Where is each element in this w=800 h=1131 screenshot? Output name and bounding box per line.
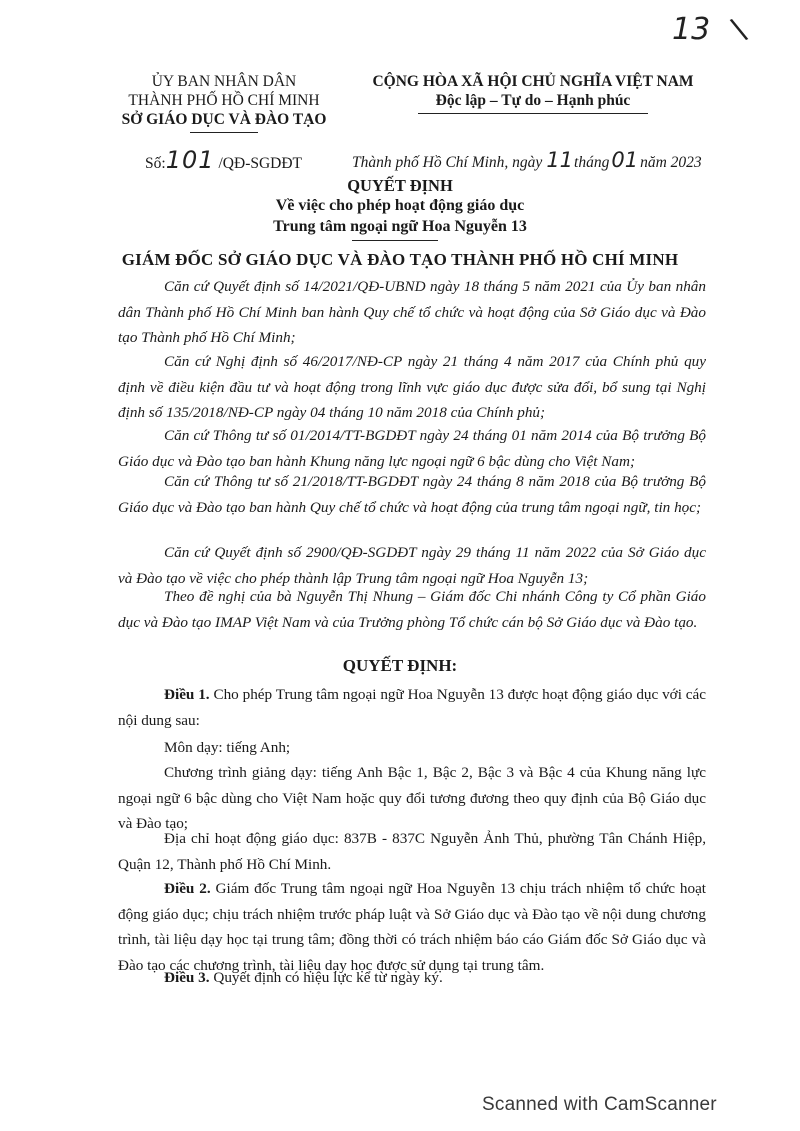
preamble-1: Căn cứ Quyết định số 14/2021/QĐ-UBND ngày 18 tháng 5 năm 2021 của Ủy ban nhân dân Thành phố Hồ Chí Minh ban hành Quy chế tổ chức và hoạt động của Sở Giáo dục và Đào tạo Thành phố Hồ Chí Minh; [118,278,706,346]
article-3: Điều 3. Quyết định có hiệu lực kể từ ngày ký. [164,969,443,986]
issue-date: Thành phố Hồ Chí Minh, ngày 11tháng01 năm 2023 [352,148,702,172]
article-1-subject: Môn dạy: tiếng Anh; [164,739,291,756]
article-1-program: Chương trình giảng dạy: tiếng Anh Bậc 1, Bậc 2, Bậc 3 và Bậc 4 của Khung năng lực ngoại ngữ 6 bậc dùng cho Việt Nam hoặc quy đổi tương đương theo quy định của Bộ Giáo dục và Đào tạo; [118,764,706,832]
left-header [110,72,338,129]
country-name: CỘNG HÒA XÃ HỘI CHỦ NGHĨA VIỆT NAM [372,73,694,90]
people-committee-label: ỦY BAN NHÂN DÂN [151,73,297,90]
department-underline [190,132,258,133]
article-2: Điều 2. Giám đốc Trung tâm ngoại ngữ Hoa Nguyễn 13 chịu trách nhiệm tổ chức hoạt động giáo dục; chịu trách nhiệm trước pháp luật và Sở Giáo dục và Đào tạo về nội dung chương trình, tài liệu dạy học tại trung tâm; đồng thời có trách nhiệm báo cáo Giám đốc Sở Giáo dục và Đào tạo các chương trình, tài liệu dạy học được sử dụng tại trung tâm. [118,880,707,974]
decision-heading: QUYẾT ĐỊNH: [342,656,458,675]
document-title: QUYẾT ĐỊNH [347,176,453,195]
decision-number: Số:101 /QĐ-SGDĐT [145,146,303,174]
issuing-authority: GIÁM ĐỐC SỞ GIÁO DỤC VÀ ĐÀO TẠO THÀNH PHỐ HỒ CHÍ MINH [121,250,679,269]
handwritten-decision-number: 101 [165,146,215,174]
title-underline [352,240,438,241]
handwritten-day: 11 [546,148,574,172]
camscanner-watermark: Scanned with CamScanner [482,1094,717,1115]
motto: Độc lập – Tự do – Hạnh phúc [435,92,631,109]
preamble-5: Căn cứ Quyết định số 2900/QĐ-SGDĐT ngày 29 tháng 11 năm 2022 của Sở Giáo dục và Đào tạo về việc cho phép thành lập Trung tâm ngoại ngữ Hoa Nguyễn 13; [118,544,706,587]
article-1: Điều 1. Cho phép Trung tâm ngoại ngữ Hoa Nguyễn 13 được hoạt động giáo dục với các nội dung sau: [118,686,707,729]
pen-stroke-mark: \ [727,11,751,48]
preamble-6: Theo đề nghị của bà Nguyễn Thị Nhung – Giám đốc Chi nhánh Công ty Cổ phần Giáo dục và Đào tạo IMAP Việt Nam và của Trưởng phòng Tổ chức cán bộ Sở Giáo dục và Đào tạo. [118,588,706,631]
preamble-2: Căn cứ Nghị định số 46/2017/NĐ-CP ngày 21 tháng 4 năm 2017 của Chính phủ quy định về điều kiện đầu tư và hoạt động trong lĩnh vực giáo dục được sửa đổi, bổ sung tại Nghị định số 135/2018/NĐ-CP ngày 04 tháng 10 năm 2018 của Chính phủ; [118,353,706,421]
article-1-address: Địa chỉ hoạt động giáo dục: 837B - 837C Nguyễn Ảnh Thủ, phường Tân Chánh Hiệp, Quận 12, Thành phố Hồ Chí Minh. [118,830,706,873]
city-label: THÀNH PHỐ HỒ CHÍ MINH [128,92,320,109]
document-subtitle-2: Trung tâm ngoại ngữ Hoa Nguyễn 13 [273,218,527,235]
preamble-3: Căn cứ Thông tư số 01/2014/TT-BGDĐT ngày 24 tháng 01 năm 2014 của Bộ trưởng Bộ Giáo dục và Đào tạo ban hành Khung năng lực ngoại ngữ 6 bậc dùng cho Việt Nam; [118,427,706,470]
preamble-4: Căn cứ Thông tư số 21/2018/TT-BGDĐT ngày 24 tháng 8 năm 2018 của Bộ trưởng Bộ Giáo dục và Đào tạo ban hành Quy chế tổ chức và hoạt động của trung tâm ngoại ngữ, tin học; [118,473,706,516]
handwritten-month: 01 [611,148,639,172]
department-label: SỞ GIÁO DỤC VÀ ĐÀO TẠO [121,111,327,128]
handwritten-page-number: 13 \ [672,11,751,48]
motto-underline [418,113,648,114]
document-subtitle-1: Về việc cho phép hoạt động giáo dục [275,197,525,214]
right-header [362,72,704,110]
